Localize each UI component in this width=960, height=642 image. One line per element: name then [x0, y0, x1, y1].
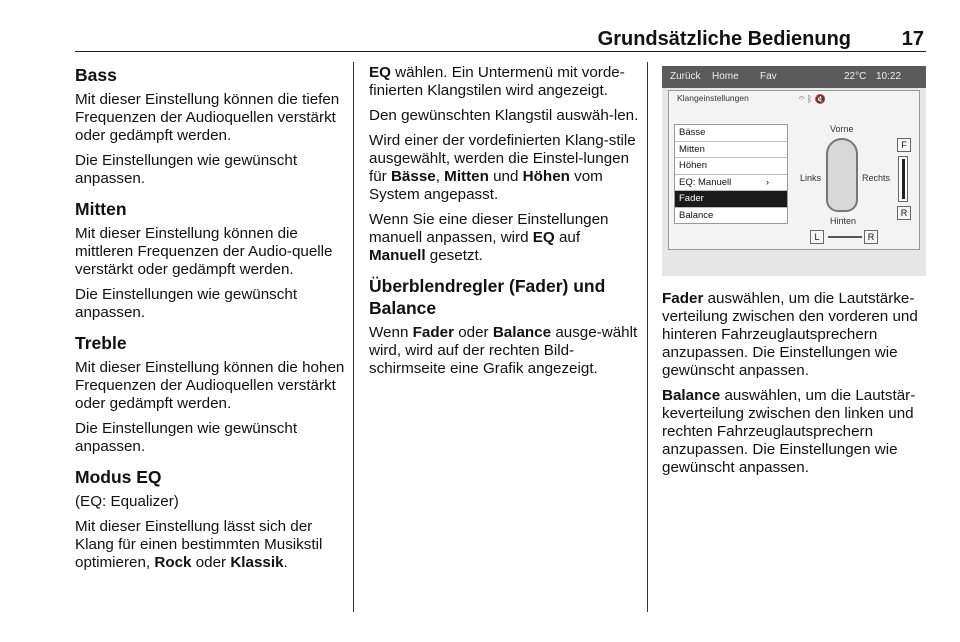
- menu-item-balance[interactable]: Balance: [679, 209, 714, 221]
- chevron-right-icon: ›: [765, 176, 769, 188]
- infotainment-screenshot: [662, 66, 926, 276]
- home-button[interactable]: Home: [712, 71, 739, 82]
- heading-modus-eq: Modus EQ: [75, 467, 162, 487]
- fader-slider[interactable]: [898, 156, 908, 202]
- status-icons: [799, 94, 826, 105]
- page-number: 17: [901, 28, 924, 50]
- bass-adjust-text: Die Einstellungen wie gewünscht anpassen.: [75, 152, 298, 187]
- column-divider-1: [353, 62, 354, 612]
- heading-treble: Treble: [75, 333, 127, 353]
- heading-bass: Bass: [75, 65, 117, 85]
- car-icon: [826, 138, 858, 212]
- column-2: [369, 64, 639, 385]
- menu-item-mitten[interactable]: Mitten: [675, 142, 787, 159]
- treble-adjust-text: Die Einstellungen wie gewünscht anpassen.: [75, 420, 298, 455]
- fader-balance-text: Wenn Fader oder Balance ausge-wählt wird, wird auf der rechten Bild-schirmseite eine Grafik angezeigt.: [369, 324, 638, 377]
- column-divider-2: [647, 62, 648, 612]
- heading-mitten: Mitten: [75, 199, 127, 219]
- treble-text: Mit dieser Einstellung können die hohen Frequenzen der Audioquellen verstärkt oder gedämpft werden.: [75, 359, 345, 412]
- bass-text: Mit dieser Einstellung können die tiefen Frequenzen der Audioquellen verstärkt oder gedämpft werden.: [75, 91, 340, 144]
- menu-item-hoehen[interactable]: Höhen: [675, 158, 787, 175]
- menu-item-fader[interactable]: Fader: [675, 191, 787, 208]
- modus-eq-text: Mit dieser Einstellung lässt sich der Klang für einen bestimmten Musikstil optimieren, Rock oder Klassik.: [75, 518, 323, 571]
- eq-select-text: EQ wählen. Ein Untermenü mit vorde-finierten Klangstilen wird angezeigt.: [369, 64, 625, 99]
- temperature: 22°C: [844, 71, 867, 82]
- menu-item-eq[interactable]: EQ: Manuell ›: [675, 175, 787, 192]
- style-select-text: Den gewünschten Klangstil auswäh-len.: [369, 107, 639, 124]
- clock: 10:22: [876, 71, 902, 82]
- bluetooth-icon: ᛒ: [806, 94, 813, 104]
- screen-title: Klangeinstellungen: [677, 93, 749, 103]
- page-title: Grundsätzliche Bedienung: [597, 28, 851, 50]
- page-header: [75, 26, 926, 52]
- modus-eq-definition: (EQ: Equalizer): [75, 493, 179, 510]
- fav-button[interactable]: Fav: [760, 71, 777, 82]
- balance-left-button[interactable]: L: [810, 230, 824, 244]
- column-1: [75, 64, 345, 579]
- balance-slider[interactable]: [828, 236, 862, 238]
- wifi-icon: ⌔: [799, 94, 805, 104]
- label-front: Vorne: [830, 124, 854, 134]
- label-right: Rechts: [862, 173, 891, 183]
- back-button[interactable]: Zurück: [670, 71, 701, 82]
- column-3: [662, 290, 932, 484]
- mitten-text: Mit dieser Einstellung können die mittleren Frequenzen der Audio-quelle verstärkt oder gedämpft werden.: [75, 225, 333, 278]
- balance-right-button[interactable]: R: [864, 230, 878, 244]
- fader-front-button[interactable]: F: [897, 138, 911, 152]
- label-left: Links: [800, 173, 822, 183]
- mute-icon: 🔇: [814, 94, 827, 104]
- balance-instruction: Balance auswählen, um die Lautstär-keverteilung zwischen den linken und rechten Fahrzeuglautsprechern anzupassen. Die Einstellungen wie gewünscht anpassen.: [662, 387, 916, 476]
- sound-menu: [674, 124, 788, 224]
- fader-instruction: Fader auswählen, um die Lautstärke-verteilung zwischen den vorderen und hinteren Fahrzeuglautsprechern anzupassen. Die Einstellungen wie gewünscht anpassen.: [662, 290, 918, 379]
- mitten-adjust-text: Die Einstellungen wie gewünscht anpassen.: [75, 286, 298, 321]
- menu-item-baesse[interactable]: Bässe: [675, 125, 787, 142]
- fader-rear-button[interactable]: R: [897, 206, 911, 220]
- label-rear: Hinten: [830, 216, 857, 226]
- heading-fader-balance: Überblendregler (Fader) und Balance: [369, 276, 606, 318]
- screen-top-bar: [662, 66, 926, 88]
- predefined-style-text: Wird einer der vordefinierten Klang-stile ausgewählt, werden die Einstel-lungen für Bässe, Mitten und Höhen vom System angepasst.: [369, 132, 636, 203]
- manual-adjust-text: Wenn Sie eine dieser Einstellungen manuell anpassen, wird EQ auf Manuell gesetzt.: [369, 211, 609, 264]
